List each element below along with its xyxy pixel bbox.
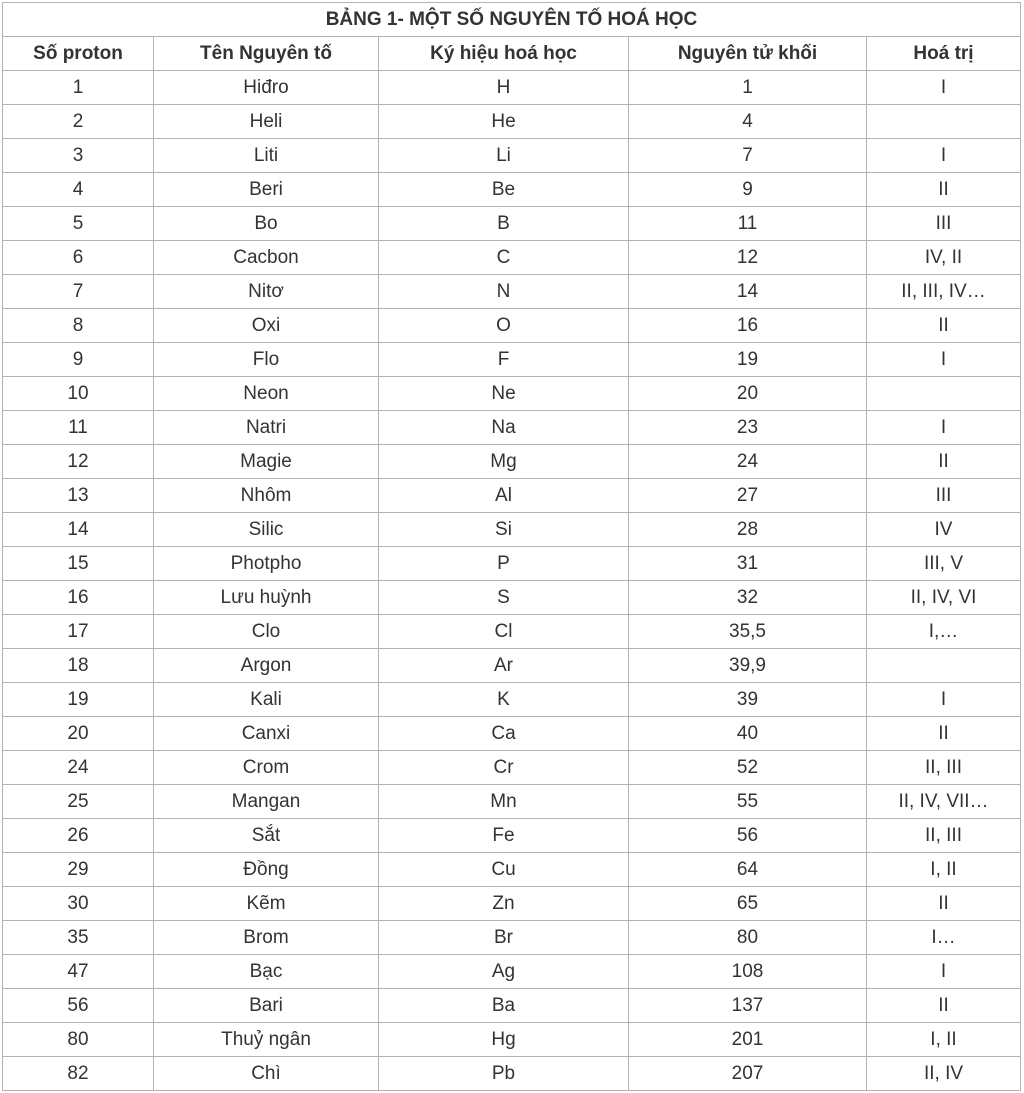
element-name-cell: Neon	[154, 377, 379, 411]
element-name-cell: Mangan	[154, 785, 379, 819]
element-name-cell: Đồng	[154, 853, 379, 887]
chemical-symbol-cell: Hg	[379, 1023, 629, 1057]
chemical-symbol-cell: Cr	[379, 751, 629, 785]
table-row	[3, 1023, 1021, 1057]
atomic-mass-cell: 19	[629, 343, 867, 377]
element-name-cell: Hiđro	[154, 71, 379, 105]
chemical-symbol-cell: Zn	[379, 887, 629, 921]
proton-number-cell: 20	[3, 717, 154, 751]
element-name-cell: Heli	[154, 105, 379, 139]
chemical-symbol-cell: C	[379, 241, 629, 275]
chemical-symbol-cell: Ba	[379, 989, 629, 1023]
atomic-mass-cell: 20	[629, 377, 867, 411]
proton-number-cell: 14	[3, 513, 154, 547]
table-title: BẢNG 1- MỘT SỐ NGUYÊN TỐ HOÁ HỌC	[3, 3, 1021, 37]
atomic-mass-cell: 1	[629, 71, 867, 105]
atomic-mass-cell: 24	[629, 445, 867, 479]
valence-cell: I	[867, 411, 1021, 445]
atomic-mass-cell: 4	[629, 105, 867, 139]
chemical-symbol-cell: S	[379, 581, 629, 615]
valence-cell: I	[867, 343, 1021, 377]
atomic-mass-cell: 7	[629, 139, 867, 173]
atomic-mass-cell: 11	[629, 207, 867, 241]
table-row	[3, 309, 1021, 343]
table-row	[3, 513, 1021, 547]
chemical-symbol-cell: Mn	[379, 785, 629, 819]
valence-cell: II, IV, VI	[867, 581, 1021, 615]
table-row	[3, 445, 1021, 479]
proton-number-cell: 82	[3, 1057, 154, 1091]
proton-number-cell: 7	[3, 275, 154, 309]
valence-cell	[867, 105, 1021, 139]
chemical-symbol-cell: Si	[379, 513, 629, 547]
valence-cell: IV	[867, 513, 1021, 547]
chemical-symbol-cell: Al	[379, 479, 629, 513]
element-name-cell: Bo	[154, 207, 379, 241]
valence-cell: I	[867, 683, 1021, 717]
atomic-mass-cell: 201	[629, 1023, 867, 1057]
table-row	[3, 955, 1021, 989]
proton-number-cell: 5	[3, 207, 154, 241]
table-row	[3, 649, 1021, 683]
chemical-symbol-cell: K	[379, 683, 629, 717]
chemical-elements-table	[2, 2, 1021, 1091]
element-name-cell: Kẽm	[154, 887, 379, 921]
chemical-symbol-cell: Fe	[379, 819, 629, 853]
element-name-cell: Brom	[154, 921, 379, 955]
element-name-cell: Crom	[154, 751, 379, 785]
atomic-mass-cell: 108	[629, 955, 867, 989]
valence-cell: I, II	[867, 1023, 1021, 1057]
valence-cell: II	[867, 309, 1021, 343]
chemical-symbol-cell: Cu	[379, 853, 629, 887]
chemical-symbol-cell: P	[379, 547, 629, 581]
table-row	[3, 411, 1021, 445]
chemical-symbol-cell: Na	[379, 411, 629, 445]
table-row	[3, 921, 1021, 955]
element-name-cell: Silic	[154, 513, 379, 547]
proton-number-cell: 26	[3, 819, 154, 853]
valence-cell: I, II	[867, 853, 1021, 887]
header-chemical-symbol: Ký hiệu hoá học	[379, 37, 629, 71]
element-name-cell: Photpho	[154, 547, 379, 581]
valence-cell	[867, 377, 1021, 411]
table-body	[3, 71, 1021, 1091]
chemical-symbol-cell: Ag	[379, 955, 629, 989]
proton-number-cell: 29	[3, 853, 154, 887]
proton-number-cell: 16	[3, 581, 154, 615]
element-name-cell: Cacbon	[154, 241, 379, 275]
chemical-symbol-cell: B	[379, 207, 629, 241]
element-name-cell: Clo	[154, 615, 379, 649]
chemical-symbol-cell: F	[379, 343, 629, 377]
proton-number-cell: 8	[3, 309, 154, 343]
table-row	[3, 581, 1021, 615]
header-atomic-mass: Nguyên tử khối	[629, 37, 867, 71]
table-row	[3, 853, 1021, 887]
element-name-cell: Natri	[154, 411, 379, 445]
valence-cell: II, III, IV…	[867, 275, 1021, 309]
table-row	[3, 343, 1021, 377]
valence-cell: I	[867, 71, 1021, 105]
chemical-symbol-cell: Br	[379, 921, 629, 955]
chemical-symbol-cell: Mg	[379, 445, 629, 479]
table-row	[3, 717, 1021, 751]
valence-cell: I,…	[867, 615, 1021, 649]
proton-number-cell: 9	[3, 343, 154, 377]
atomic-mass-cell: 56	[629, 819, 867, 853]
chemical-symbol-cell: O	[379, 309, 629, 343]
chemical-symbol-cell: H	[379, 71, 629, 105]
atomic-mass-cell: 55	[629, 785, 867, 819]
proton-number-cell: 2	[3, 105, 154, 139]
proton-number-cell: 15	[3, 547, 154, 581]
valence-cell: II	[867, 887, 1021, 921]
element-name-cell: Argon	[154, 649, 379, 683]
atomic-mass-cell: 80	[629, 921, 867, 955]
table-row	[3, 1057, 1021, 1091]
proton-number-cell: 11	[3, 411, 154, 445]
table-row	[3, 139, 1021, 173]
atomic-mass-cell: 64	[629, 853, 867, 887]
element-name-cell: Magie	[154, 445, 379, 479]
atomic-mass-cell: 137	[629, 989, 867, 1023]
proton-number-cell: 24	[3, 751, 154, 785]
proton-number-cell: 6	[3, 241, 154, 275]
element-name-cell: Flo	[154, 343, 379, 377]
valence-cell: I	[867, 139, 1021, 173]
valence-cell: II, III	[867, 819, 1021, 853]
valence-cell: III, V	[867, 547, 1021, 581]
atomic-mass-cell: 14	[629, 275, 867, 309]
chemical-symbol-cell: Pb	[379, 1057, 629, 1091]
element-name-cell: Canxi	[154, 717, 379, 751]
element-name-cell: Lưu huỳnh	[154, 581, 379, 615]
table-row	[3, 819, 1021, 853]
chemical-symbol-cell: He	[379, 105, 629, 139]
valence-cell: II, IV, VII…	[867, 785, 1021, 819]
element-name-cell: Bari	[154, 989, 379, 1023]
element-table-container	[2, 2, 1020, 1091]
chemical-symbol-cell: Ar	[379, 649, 629, 683]
table-row	[3, 479, 1021, 513]
valence-cell: III	[867, 207, 1021, 241]
table-row	[3, 989, 1021, 1023]
atomic-mass-cell: 39,9	[629, 649, 867, 683]
valence-cell: II, III	[867, 751, 1021, 785]
atomic-mass-cell: 28	[629, 513, 867, 547]
proton-number-cell: 12	[3, 445, 154, 479]
chemical-symbol-cell: Ne	[379, 377, 629, 411]
element-name-cell: Beri	[154, 173, 379, 207]
atomic-mass-cell: 31	[629, 547, 867, 581]
atomic-mass-cell: 207	[629, 1057, 867, 1091]
table-row	[3, 241, 1021, 275]
valence-cell	[867, 649, 1021, 683]
proton-number-cell: 1	[3, 71, 154, 105]
valence-cell: II	[867, 717, 1021, 751]
table-row	[3, 887, 1021, 921]
valence-cell: I…	[867, 921, 1021, 955]
chemical-symbol-cell: Cl	[379, 615, 629, 649]
valence-cell: II	[867, 989, 1021, 1023]
proton-number-cell: 13	[3, 479, 154, 513]
header-valence: Hoá trị	[867, 37, 1021, 71]
table-row	[3, 683, 1021, 717]
chemical-symbol-cell: Be	[379, 173, 629, 207]
table-row	[3, 377, 1021, 411]
element-name-cell: Bạc	[154, 955, 379, 989]
atomic-mass-cell: 9	[629, 173, 867, 207]
proton-number-cell: 80	[3, 1023, 154, 1057]
atomic-mass-cell: 40	[629, 717, 867, 751]
table-row	[3, 173, 1021, 207]
valence-cell: IV, II	[867, 241, 1021, 275]
atomic-mass-cell: 65	[629, 887, 867, 921]
proton-number-cell: 30	[3, 887, 154, 921]
table-row	[3, 71, 1021, 105]
table-row	[3, 207, 1021, 241]
table-row	[3, 751, 1021, 785]
proton-number-cell: 47	[3, 955, 154, 989]
element-name-cell: Kali	[154, 683, 379, 717]
valence-cell: I	[867, 955, 1021, 989]
valence-cell: II	[867, 445, 1021, 479]
atomic-mass-cell: 39	[629, 683, 867, 717]
element-name-cell: Nitơ	[154, 275, 379, 309]
chemical-symbol-cell: Ca	[379, 717, 629, 751]
proton-number-cell: 17	[3, 615, 154, 649]
element-name-cell: Thuỷ ngân	[154, 1023, 379, 1057]
header-proton-number: Số proton	[3, 37, 154, 71]
element-name-cell: Chì	[154, 1057, 379, 1091]
valence-cell: II	[867, 173, 1021, 207]
proton-number-cell: 10	[3, 377, 154, 411]
atomic-mass-cell: 32	[629, 581, 867, 615]
element-name-cell: Sắt	[154, 819, 379, 853]
chemical-symbol-cell: Li	[379, 139, 629, 173]
atomic-mass-cell: 27	[629, 479, 867, 513]
header-element-name: Tên Nguyên tố	[154, 37, 379, 71]
valence-cell: III	[867, 479, 1021, 513]
valence-cell: II, IV	[867, 1057, 1021, 1091]
table-row	[3, 275, 1021, 309]
proton-number-cell: 3	[3, 139, 154, 173]
proton-number-cell: 25	[3, 785, 154, 819]
atomic-mass-cell: 35,5	[629, 615, 867, 649]
proton-number-cell: 56	[3, 989, 154, 1023]
proton-number-cell: 19	[3, 683, 154, 717]
chemical-symbol-cell: N	[379, 275, 629, 309]
table-header-row	[3, 37, 1021, 71]
table-row	[3, 615, 1021, 649]
proton-number-cell: 35	[3, 921, 154, 955]
proton-number-cell: 18	[3, 649, 154, 683]
atomic-mass-cell: 16	[629, 309, 867, 343]
element-name-cell: Liti	[154, 139, 379, 173]
atomic-mass-cell: 12	[629, 241, 867, 275]
element-name-cell: Oxi	[154, 309, 379, 343]
table-row	[3, 105, 1021, 139]
table-title-row	[3, 3, 1021, 37]
atomic-mass-cell: 23	[629, 411, 867, 445]
element-name-cell: Nhôm	[154, 479, 379, 513]
atomic-mass-cell: 52	[629, 751, 867, 785]
proton-number-cell: 4	[3, 173, 154, 207]
table-row	[3, 785, 1021, 819]
table-row	[3, 547, 1021, 581]
